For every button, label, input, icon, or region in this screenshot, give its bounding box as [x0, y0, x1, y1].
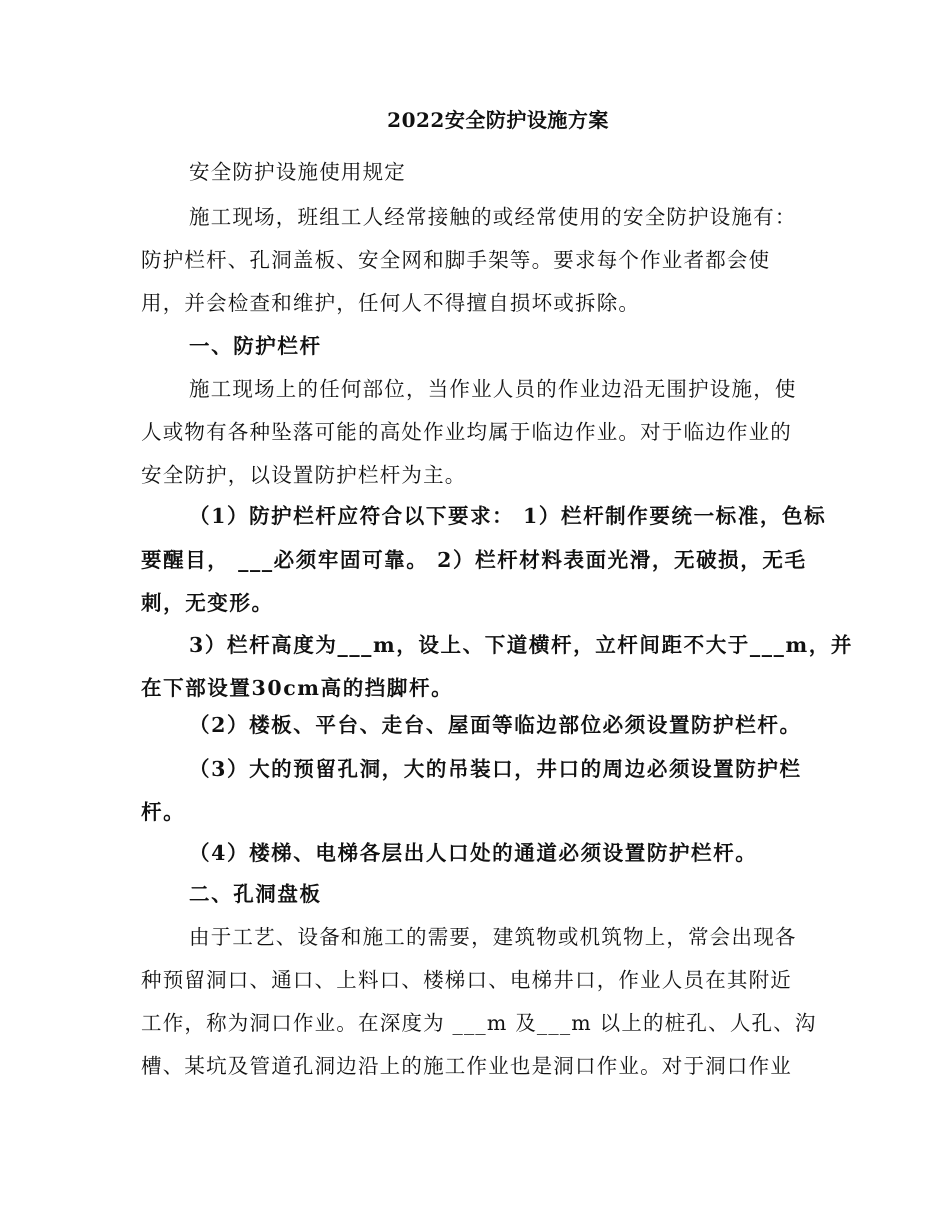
paragraph-line: 施工现场上的任何部位，当作业人员的作业边沿无围护设施，使: [189, 377, 797, 401]
paragraph-line: 人或物有各种坠落可能的高处作业均属于临边作业。对于临边作业的: [141, 420, 792, 444]
section-heading-guardrail: 一、防护栏杆: [189, 334, 322, 358]
paragraph-line: 由于工艺、设备和施工的需要，建筑物或机筑物上，常会出现各: [189, 925, 797, 949]
paragraph-line: 工作，称为洞口作业。在深度为 ___m 及___m 以上的桩孔、人孔、沟: [141, 1011, 817, 1035]
document-title: 2022安全防护设施方案: [387, 108, 609, 132]
requirement-line: 3）栏杆高度为___m，设上、下道横杆，立杆间距不大于___m，并: [189, 633, 853, 657]
requirement-line: （2）楼板、平台、走台、屋面等临边部位必须设置防护栏杆。: [189, 713, 802, 737]
requirement-line: （4）楼梯、电梯各层出人口处的通道必须设置防护栏杆。: [189, 841, 758, 865]
section-heading-hole-cover: 二、孔洞盘板: [189, 882, 322, 906]
paragraph-line: 安全防护，以设置防护栏杆为主。: [141, 463, 467, 487]
requirement-line: 杆。: [141, 800, 186, 824]
requirement-line: 要醒目， ___必须牢固可靠。 2）栏杆材料表面光滑，无破损，无毛: [141, 548, 807, 572]
paragraph-line: 种预留洞口、通口、上料口、楼梯口、电梯井口，作业人员在其附近: [141, 968, 792, 992]
paragraph-line: 防护栏杆、孔洞盖板、安全网和脚手架等。要求每个作业者都会使: [141, 248, 771, 272]
requirement-line: （3）大的预留孔洞，大的吊装口，井口的周边必须设置防护栏: [189, 757, 802, 781]
requirement-line: 在下部设置30cm高的挡脚杆。: [141, 676, 454, 700]
paragraph-line: 施工现场，班组工人经常接触的或经常使用的安全防护设施有：: [189, 205, 797, 229]
section-heading-regulations: 安全防护设施使用规定: [189, 160, 406, 184]
requirement-line: 刺，无变形。: [141, 591, 274, 615]
paragraph-line: 用，并会检查和维护，任何人不得擅自损坏或拆除。: [141, 291, 641, 315]
paragraph-line: 槽、某坑及管道孔洞边沿上的施工作业也是洞口作业。对于洞口作业: [141, 1054, 792, 1078]
requirement-line: （1）防护栏杆应符合以下要求： 1）栏杆制作要统一标准，色标: [189, 504, 827, 528]
